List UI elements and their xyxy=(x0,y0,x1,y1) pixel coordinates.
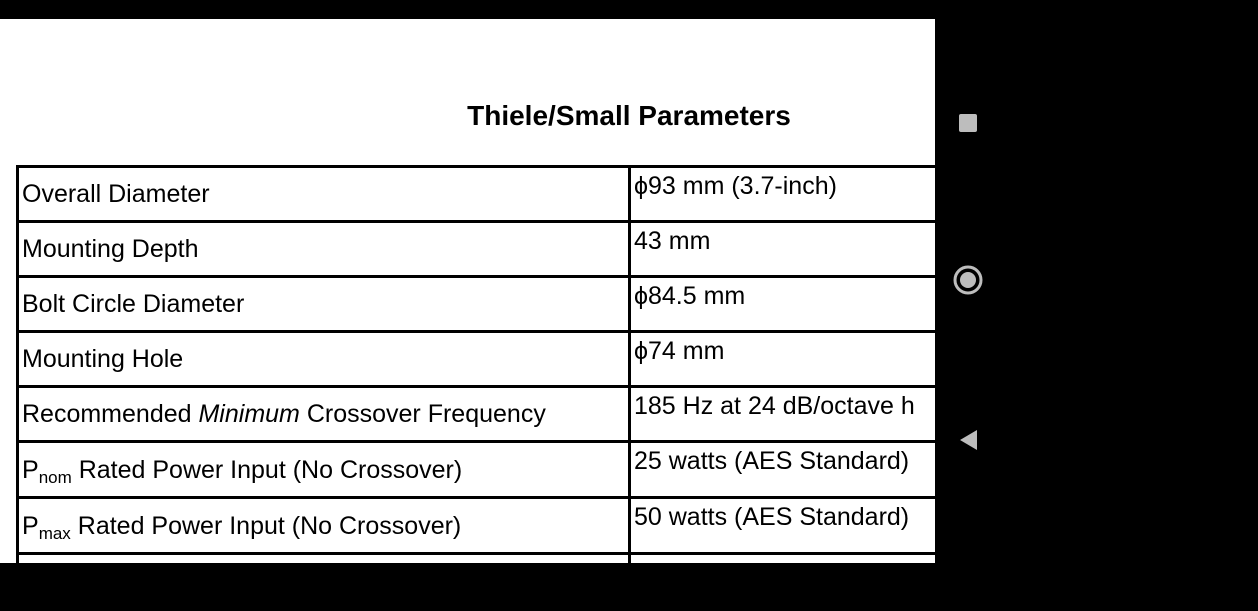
row-value: ϕ84.5 mm xyxy=(630,277,981,332)
triangle-back-icon xyxy=(957,428,979,452)
label-text: Crossover Frequency xyxy=(299,400,546,428)
status-bar xyxy=(0,0,1000,19)
row-label xyxy=(18,442,630,498)
navigation-bar xyxy=(935,0,1000,563)
row-value: 50 watts (AES Standard) xyxy=(630,498,981,554)
back-button[interactable] xyxy=(935,410,1000,470)
row-label xyxy=(18,554,630,610)
row-value: ϕ93 mm (3.7-inch) xyxy=(630,167,981,222)
label-subscript: nom xyxy=(38,467,72,487)
parameters-table xyxy=(16,165,982,611)
square-icon xyxy=(958,113,978,133)
document-page xyxy=(0,19,935,599)
row-label: Overall Diameter xyxy=(18,167,630,222)
page-title: Thiele/Small Parameters xyxy=(467,100,791,131)
row-label: Mounting Depth xyxy=(18,222,630,277)
label-subscript: max xyxy=(38,523,71,543)
label-text: Recommended xyxy=(22,400,199,428)
row-label xyxy=(18,498,630,554)
table-row xyxy=(18,167,981,222)
row-value: 25 watts (AES Standard) xyxy=(630,442,981,498)
label-subscript: max xyxy=(38,579,71,599)
label-text: Rated Power Input (No Crossover) xyxy=(71,455,463,484)
row-value: ϕ74 mm xyxy=(630,332,981,387)
table-row xyxy=(18,387,981,442)
recents-button[interactable] xyxy=(935,93,1000,153)
home-button[interactable] xyxy=(935,250,1000,310)
row-value: 125 watts xyxy=(630,554,981,610)
row-label: Mounting Hole xyxy=(18,332,630,387)
row-value: 185 Hz at 24 dB/octave h xyxy=(630,387,981,442)
label-text: (With Recommended Minimum Crossover) xyxy=(70,567,551,596)
table-row xyxy=(18,277,981,332)
circle-icon xyxy=(952,264,984,296)
label-symbol: P xyxy=(22,511,39,540)
label-symbol: P xyxy=(22,455,39,484)
table-row xyxy=(18,222,981,277)
row-label: Bolt Circle Diameter xyxy=(18,277,630,332)
table-row xyxy=(18,442,981,498)
table-row xyxy=(18,498,981,554)
row-label xyxy=(18,387,630,442)
label-emphasis: Minimum xyxy=(198,400,300,428)
label-symbol: P xyxy=(22,567,39,596)
table-row xyxy=(18,554,981,610)
table-row xyxy=(18,332,981,387)
row-value: 43 mm xyxy=(630,222,981,277)
label-text: Rated Power Input (No Crossover) xyxy=(70,511,462,540)
